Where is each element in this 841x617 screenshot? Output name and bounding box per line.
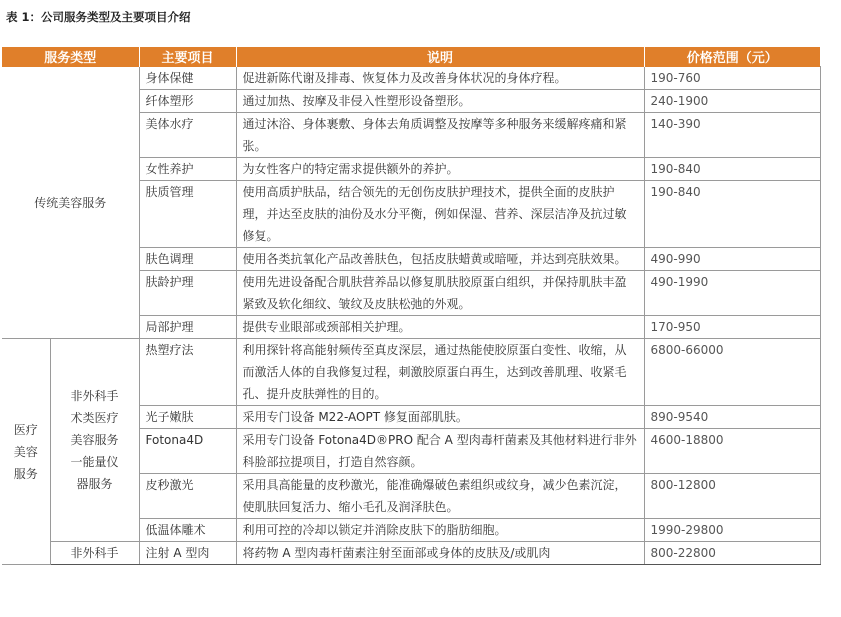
item-cell: 热塑疗法 <box>139 339 236 406</box>
price-cell: 490-1990 <box>644 271 820 316</box>
desc-cell: 为女性客户的特定需求提供额外的养护。 <box>236 158 644 181</box>
header-description: 说明 <box>236 47 644 67</box>
item-cell: 纤体塑形 <box>139 90 236 113</box>
price-cell: 890-9540 <box>644 406 820 429</box>
desc-cell: 采用专门设备 Fotona4D®PRO 配合 A 型肉毒杆菌素及其他材料进行非外科脸部拉提项目，打造自然容颜。 <box>236 429 644 474</box>
price-cell: 190-840 <box>644 181 820 248</box>
desc-cell: 使用高质护肤品，结合领先的无创伤皮肤护理技术，提供全面的皮肤护理，并达至皮肤的油份及水分平衡，例如保湿、营养、深层洁净及抗过敏修复。 <box>236 181 644 248</box>
item-cell: 注射 A 型肉 <box>139 542 236 565</box>
price-cell: 190-840 <box>644 158 820 181</box>
group-medical-energy: 非外科手 术类医疗 美容服务 一能量仪 器服务 <box>50 339 139 542</box>
item-cell: 美体水疗 <box>139 113 236 158</box>
item-cell: 女性养护 <box>139 158 236 181</box>
item-cell: 皮秒激光 <box>139 474 236 519</box>
desc-cell: 采用具高能量的皮秒激光，能准确爆破色素组织或纹身，减少色素沉淀，使肌肤回复活力、缩小毛孔及润泽肤色。 <box>236 474 644 519</box>
header-service-type: 服务类型 <box>2 47 139 67</box>
header-price-range: 价格范围（元） <box>644 47 820 67</box>
desc-cell: 促进新陈代谢及排毒、恢复体力及改善身体状况的身体疗程。 <box>236 67 644 90</box>
item-cell: 光子嫩肤 <box>139 406 236 429</box>
table-row <box>2 67 820 90</box>
desc-cell: 利用可控的冷却以锁定并消除皮肤下的脂肪细胞。 <box>236 519 644 542</box>
item-cell: 肤质管理 <box>139 181 236 248</box>
table-header-row <box>2 47 820 67</box>
price-cell: 1990-29800 <box>644 519 820 542</box>
item-cell: 低温体雕术 <box>139 519 236 542</box>
price-cell: 800-12800 <box>644 474 820 519</box>
header-main-item: 主要项目 <box>139 47 236 67</box>
desc-cell: 使用各类抗氧化产品改善肤色，包括皮肤蜡黄或暗哑，并达到亮肤效果。 <box>236 248 644 271</box>
item-cell: 肤色调理 <box>139 248 236 271</box>
desc-cell: 将药物 A 型肉毒杆菌素注射至面部或身体的皮肤及/或肌肉 <box>236 542 644 565</box>
price-cell: 140-390 <box>644 113 820 158</box>
price-cell: 240-1900 <box>644 90 820 113</box>
table-row <box>2 339 820 406</box>
desc-cell: 通过沐浴、身体裹敷、身体去角质调整及按摩等多种服务来缓解疼痛和紧张。 <box>236 113 644 158</box>
price-cell: 4600-18800 <box>644 429 820 474</box>
group-traditional: 传统美容服务 <box>2 67 139 339</box>
group-medical-injection: 非外科手 <box>50 542 139 565</box>
price-cell: 800-22800 <box>644 542 820 565</box>
desc-cell: 采用专门设备 M22-AOPT 修复面部肌肤。 <box>236 406 644 429</box>
group-medical: 医疗 美容 服务 <box>2 339 50 565</box>
price-cell: 170-950 <box>644 316 820 339</box>
item-cell: Fotona4D <box>139 429 236 474</box>
price-cell: 6800-66000 <box>644 339 820 406</box>
price-cell: 490-990 <box>644 248 820 271</box>
services-table <box>2 47 821 565</box>
item-cell: 身体保健 <box>139 67 236 90</box>
desc-cell: 提供专业眼部或颈部相关护理。 <box>236 316 644 339</box>
desc-cell: 通过加热、按摩及非侵入性塑形设备塑形。 <box>236 90 644 113</box>
desc-cell: 利用探针将高能射频传至真皮深层，通过热能使胶原蛋白变性、收缩，从而激活人体的自我修复过程，刺激胶原蛋白再生，达到改善肌理、收紧毛孔、提升皮肤弹性的目的。 <box>236 339 644 406</box>
price-cell: 190-760 <box>644 67 820 90</box>
item-cell: 局部护理 <box>139 316 236 339</box>
desc-cell: 使用先进设备配合肌肤营养品以修复肌肤胶原蛋白组织，并保持肌肤丰盈紧致及软化细纹、皱纹及皮肤松弛的外观。 <box>236 271 644 316</box>
table-row <box>2 542 820 565</box>
table-caption: 表 1：公司服务类型及主要项目介绍 <box>6 10 191 24</box>
item-cell: 肤龄护理 <box>139 271 236 316</box>
